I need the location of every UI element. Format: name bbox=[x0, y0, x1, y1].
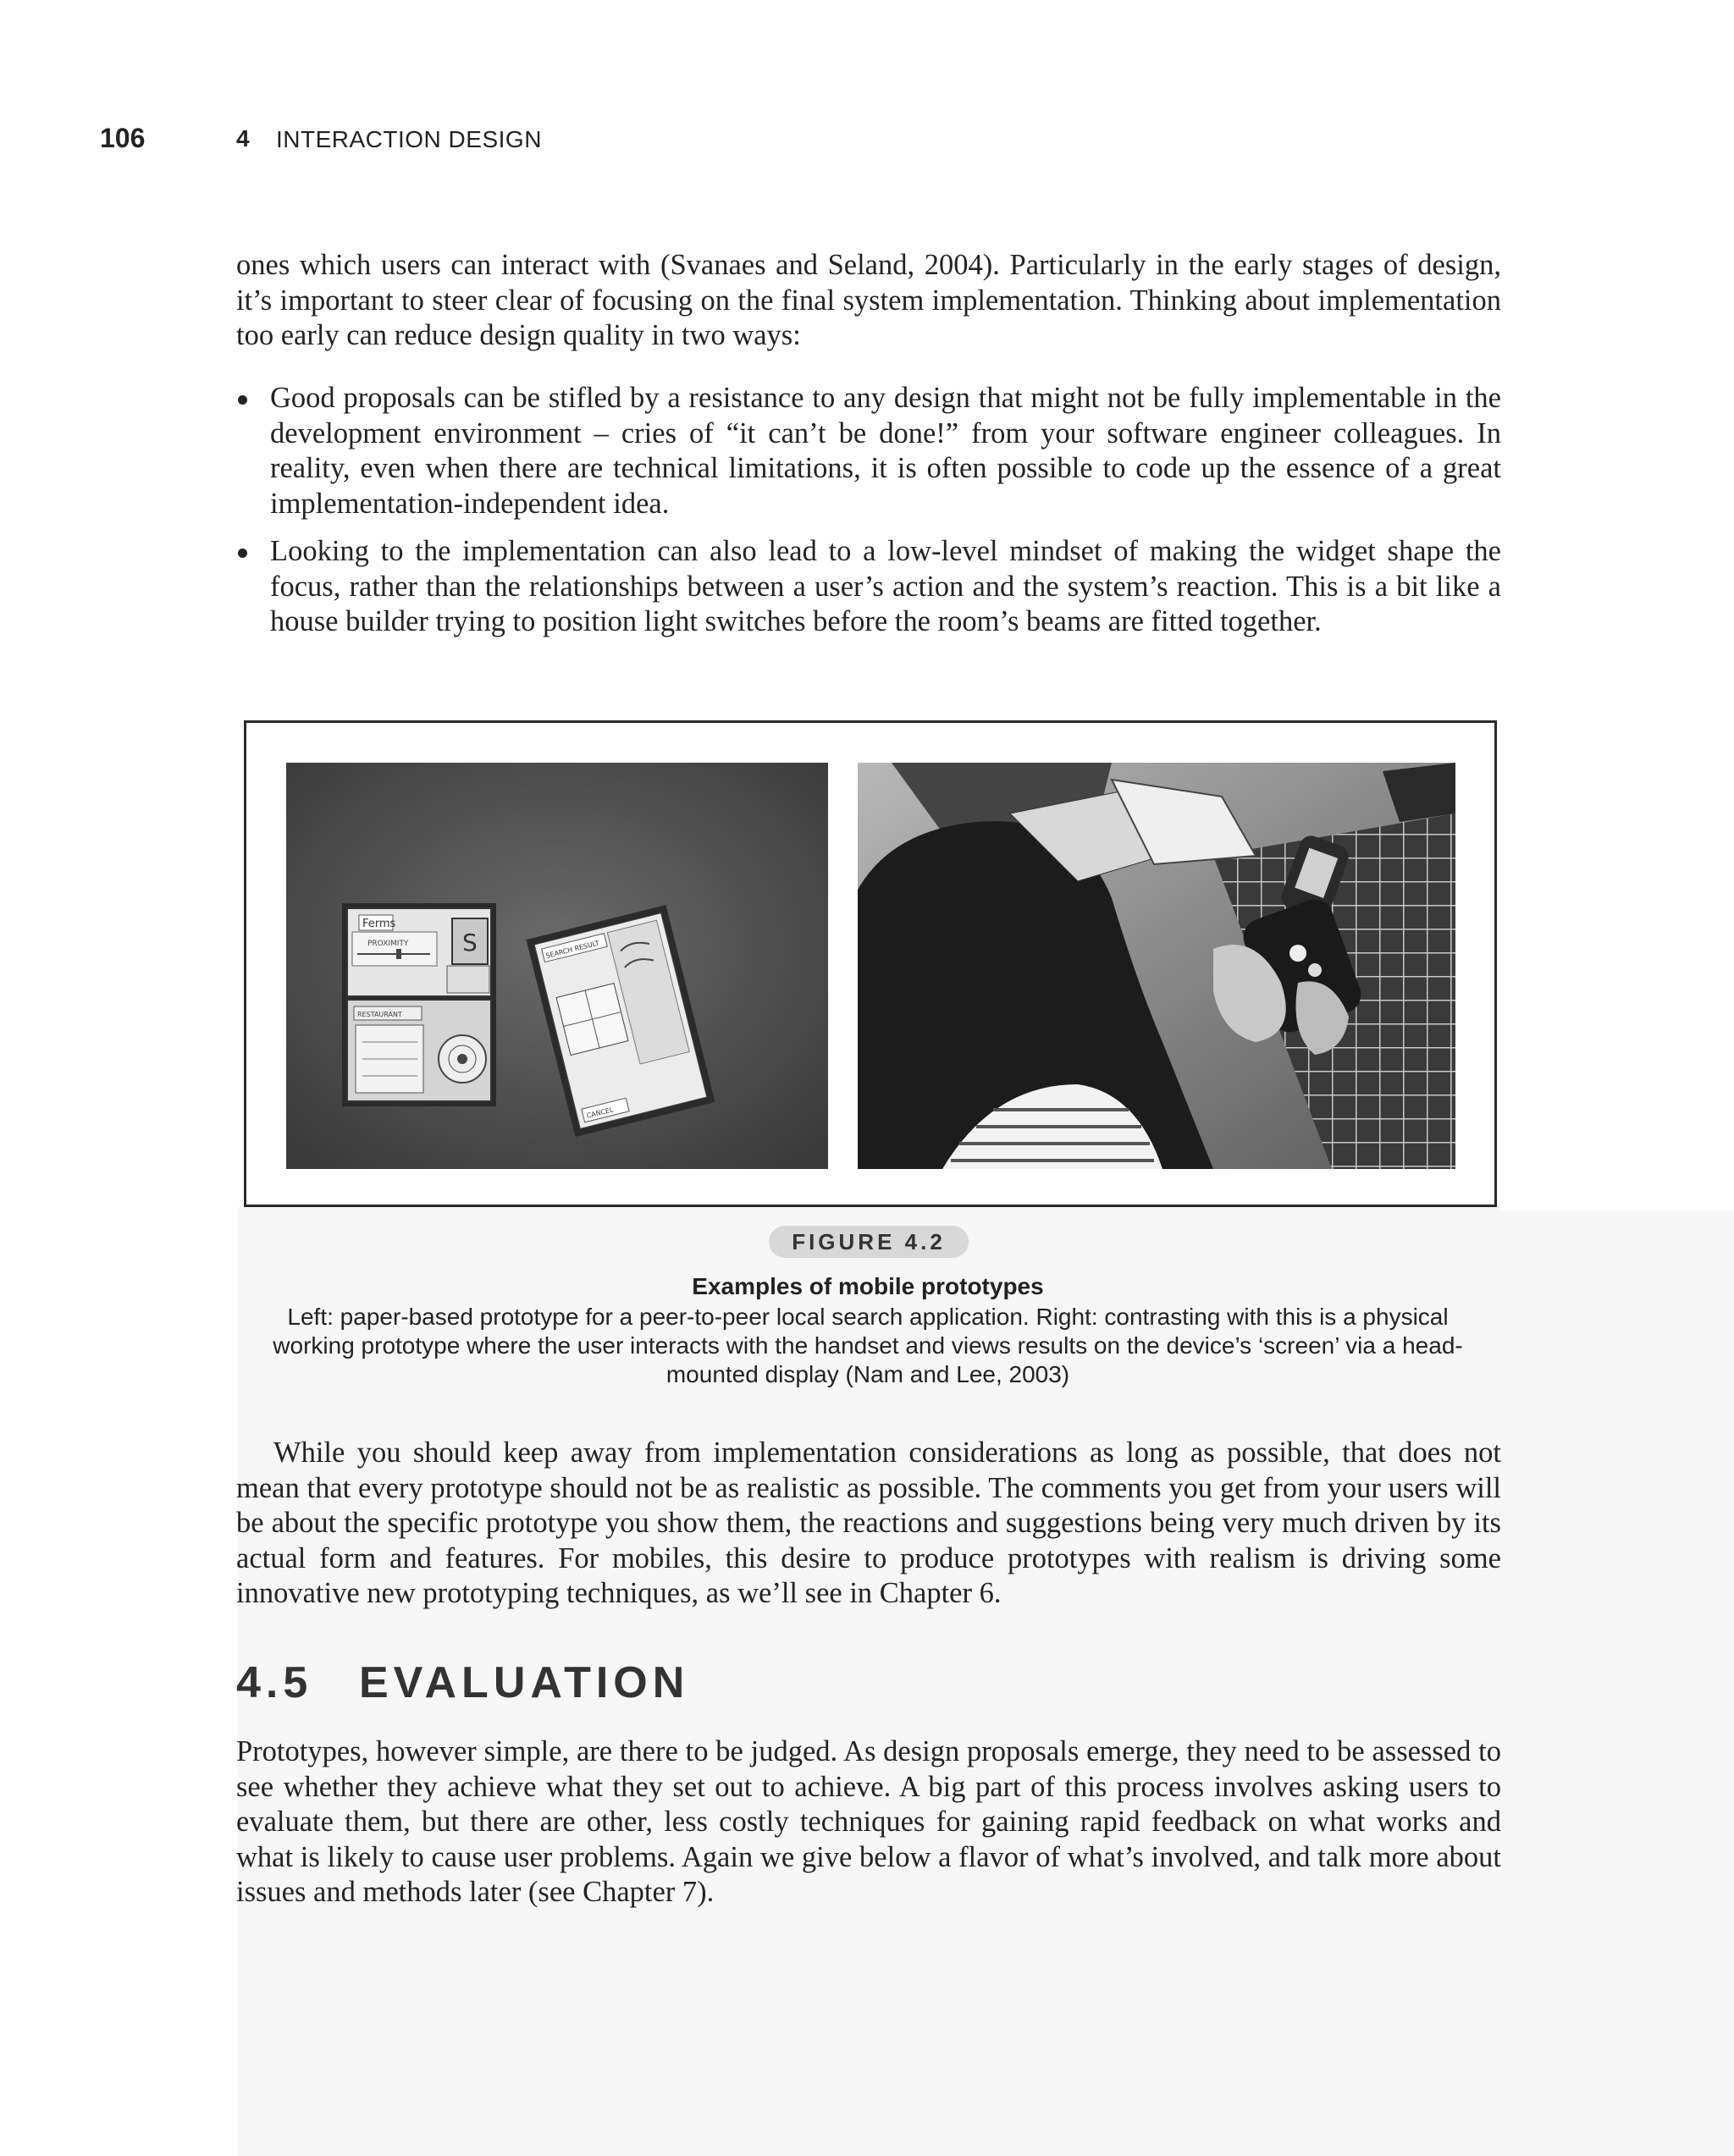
section-heading bbox=[236, 1657, 689, 1708]
restaurant-text: RESTAURANT bbox=[357, 1011, 402, 1018]
big-letter: S bbox=[462, 929, 478, 957]
figure-label: FIGURE 4.2 bbox=[769, 1226, 969, 1258]
section-title: EVALUATION bbox=[359, 1658, 690, 1707]
body-paragraph: While you should keep away from implementation considerations as long as possible, that does not mean that every prototype should not be as realistic as possible. The comments you get from your users will be about the specific prototype you show them, the reactions and suggestions being very much driven by its actual form and features. For mobiles, this desire to produce prototypes with realism is driving some innovative new prototyping techniques, as we’ll see in Chapter 6. bbox=[236, 1436, 1501, 1609]
bullet-text: Looking to the implementation can also lead to a low-level mindset of making the widget shape the focus, rather than the relationships between a user’s action and the system’s reaction. This is a bit like a house builder trying to position light switches before the room’s beams are fitted together. bbox=[270, 535, 1501, 637]
figure-frame bbox=[244, 720, 1497, 1207]
bullet-item bbox=[236, 381, 1501, 521]
slip-title-text: SEARCH RESULT bbox=[544, 939, 600, 960]
bullet-text: Good proposals can be stifled by a resistance to any design that might not be fully implementable in the development environment – cries of “it can’t be done!” from your software engineer colleagues. In reality, even when there are technical limitations, it is often possible to code up the essence of a great implementation-independent idea. bbox=[270, 382, 1501, 520]
figure-title: Examples of mobile prototypes bbox=[692, 1273, 1044, 1299]
chapter-number: 4 bbox=[236, 125, 250, 152]
intro-paragraph: ones which users can interact with (Svanaes and Seland, 2004). Particularly in the early stages of design, it’s important to steer clear of focusing on the final system implementation. Thinking about implementation too early can reduce design quality in two ways: bbox=[236, 249, 1501, 351]
running-header bbox=[0, 123, 1734, 157]
working-prototype-photo bbox=[858, 763, 1455, 1169]
working-prototype-illustration bbox=[858, 763, 1455, 1169]
tab-text: Ferms bbox=[362, 918, 396, 930]
bullet-item bbox=[236, 534, 1501, 640]
chapter-title: INTERACTION DESIGN bbox=[276, 126, 542, 152]
page-number: 106 bbox=[100, 123, 146, 153]
bullet-icon bbox=[238, 395, 247, 405]
slip-cancel-text: CANCEL bbox=[585, 1106, 615, 1120]
bullet-icon bbox=[238, 549, 247, 558]
bullet-list bbox=[236, 381, 1501, 653]
paper-prototype-photo bbox=[286, 763, 828, 1169]
figure-caption: Left: paper-based prototype for a peer-to-peer local search application. Right: contrasting with this is a physical working prototype where the user interacts with the handset and views results on the device’s ‘screen’ via a head-mounted display (Nam and Lee, 2003) bbox=[273, 1304, 1463, 1387]
section-number: 4.5 bbox=[236, 1658, 313, 1707]
evaluation-paragraph: Prototypes, however simple, are there to be judged. As design proposals emerge, they need to be assessed to see whether they achieve what they set out to achieve. A big part of this process involves asking users to evaluate them, but there are other, less costly techniques for gaining rapid feedback on what works and what is likely to cause user problems. Again we give below a flavor of what’s involved, and talk more about issues and methods later (see Chapter 7). bbox=[236, 1735, 1501, 1908]
paper-prototype-illustration bbox=[286, 763, 828, 1169]
proximity-text: PROXIMITY bbox=[367, 940, 409, 948]
